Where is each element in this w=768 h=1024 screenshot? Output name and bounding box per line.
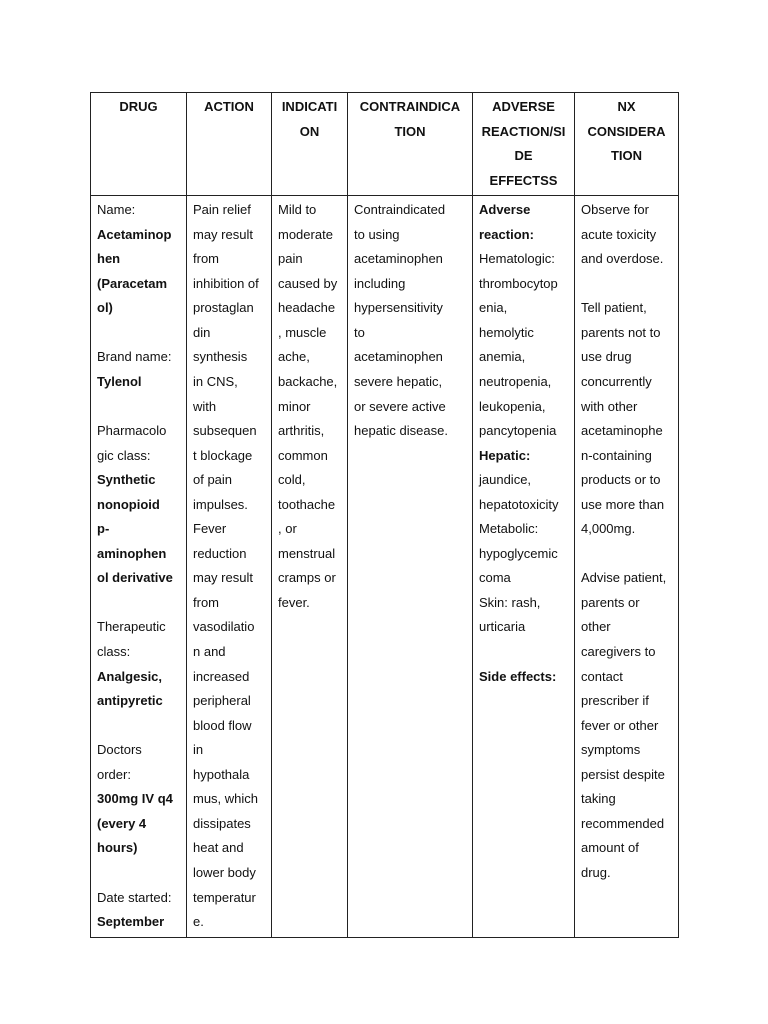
header-line: TION: [610, 148, 643, 164]
table-header-row: [91, 93, 679, 196]
cell-line: 4,000mg.: [581, 521, 636, 537]
cell-line: Hepatic:: [479, 447, 531, 463]
cell-line: Date started:: [97, 889, 172, 905]
header-line: CONTRAINDICA: [359, 99, 461, 114]
cell-line: caregivers to: [581, 644, 656, 660]
cell-line: drug.: [581, 864, 611, 880]
cell-line: Doctors: [97, 742, 142, 758]
cell-line: to using: [354, 226, 400, 242]
cell-line: 300mg IV q4: [97, 791, 173, 807]
cell-line: Acetaminop: [97, 226, 172, 242]
header-line: TION: [394, 123, 426, 139]
cell-line: p-: [97, 521, 110, 537]
cell-line: hours): [97, 840, 138, 856]
cell-line: Analgesic,: [97, 668, 163, 684]
blank-line: [581, 542, 678, 567]
cell-line: Hematologic:: [479, 251, 555, 267]
blank-line: [97, 861, 186, 886]
cell-line: symptoms: [581, 742, 641, 758]
cell-indication: [272, 196, 348, 937]
cell-line: Therapeutic: [97, 619, 166, 635]
cell-line: contact: [581, 668, 623, 684]
cell-line: enia,: [479, 300, 508, 316]
cell-line: peripheral: [193, 693, 251, 709]
cell-line: vasodilatio: [193, 619, 255, 635]
blank-line: [97, 321, 186, 346]
cell-line: (every 4: [97, 815, 147, 831]
cell-line: coma: [479, 570, 511, 586]
cell-line: impulses.: [193, 496, 248, 512]
cell-line: to: [354, 324, 365, 340]
cell-line: backache,: [278, 374, 338, 390]
cell-line: gic class:: [97, 447, 151, 463]
cell-line: other: [581, 619, 611, 635]
cell-line: aminophen: [97, 545, 167, 561]
cell-line: order:: [97, 766, 131, 782]
cell-line: acetaminophen: [354, 349, 443, 365]
cell-line: September: [97, 914, 165, 930]
cell-line: Name:: [97, 202, 136, 218]
blank-line: [479, 640, 574, 665]
cell-line: lower body: [193, 864, 256, 880]
cell-line: urticaria: [479, 619, 526, 635]
header-line: NX: [617, 99, 636, 114]
cell-line: hen: [97, 251, 121, 267]
cell-line: common: [278, 447, 328, 463]
cell-line: Adverse: [479, 202, 531, 218]
cell-line: blood flow: [193, 717, 252, 733]
cell-line: products or to: [581, 472, 661, 488]
cell-line: reduction: [193, 545, 247, 561]
cell-line: recommended: [581, 815, 665, 831]
cell-line: hepatotoxicity: [479, 496, 559, 512]
cell-line: increased: [193, 668, 250, 684]
cell-line: Tell patient,: [581, 300, 647, 316]
cell-contraindication: [348, 196, 473, 937]
cell-line: , muscle: [278, 324, 327, 340]
cell-line: with: [193, 398, 217, 414]
cell-line: hypothala: [193, 766, 250, 782]
cell-line: parents or: [581, 594, 640, 610]
cell-line: jaundice,: [479, 472, 532, 488]
cell-line: may result: [193, 570, 253, 586]
cell-line: prescriber if: [581, 693, 649, 709]
cell-line: leukopenia,: [479, 398, 546, 414]
cell-line: and overdose.: [581, 251, 664, 267]
cell-line: inhibition of: [193, 275, 259, 291]
header-action: [187, 93, 272, 196]
cell-line: from: [193, 594, 219, 610]
cell-line: Pharmacolo: [97, 423, 167, 439]
cell-line: subsequen: [193, 423, 257, 439]
cell-line: use drug: [581, 349, 632, 365]
cell-line: Skin: rash,: [479, 594, 541, 610]
cell-line: from: [193, 251, 219, 267]
drug-study-table: [90, 92, 679, 938]
cell-line: in CNS,: [193, 374, 238, 390]
cell-line: t blockage: [193, 447, 253, 463]
cell-line: in: [193, 742, 204, 758]
header-line: INDICATI: [281, 99, 338, 114]
cell-line: moderate: [278, 226, 333, 242]
blank-line: [97, 395, 186, 420]
cell-line: e.: [193, 914, 204, 930]
cell-line: acetaminophe: [581, 423, 663, 439]
cell-line: Synthetic: [97, 472, 156, 488]
cell-line: fever or other: [581, 717, 659, 733]
cell-line: ol derivative: [97, 570, 173, 586]
cell-line: hemolytic: [479, 324, 534, 340]
header-line: DRUG: [119, 99, 158, 114]
cell-line: including: [354, 275, 406, 291]
cell-drug: [91, 196, 187, 937]
cell-line: concurrently: [581, 374, 652, 390]
cell-line: or severe active: [354, 398, 446, 414]
header-line: EFFECTSS: [489, 172, 558, 188]
cell-line: Side effects:: [479, 668, 557, 684]
cell-line: class:: [97, 644, 131, 660]
cell-line: hepatic disease.: [354, 423, 448, 439]
cell-adverse-reaction: [473, 196, 575, 937]
header-line: ON: [299, 123, 320, 139]
cell-line: taking: [581, 791, 616, 807]
cell-line: neutropenia,: [479, 374, 552, 390]
cell-line: pancytopenia: [479, 423, 557, 439]
cell-line: minor: [278, 398, 311, 414]
cell-line: din: [193, 324, 211, 340]
header-contraindication: [348, 93, 473, 196]
cell-line: cold,: [278, 472, 306, 488]
cell-line: persist despite: [581, 766, 665, 782]
cell-line: Observe for: [581, 202, 649, 218]
cell-line: temperatur: [193, 889, 256, 905]
cell-line: , or: [278, 521, 297, 537]
cell-line: Advise patient,: [581, 570, 667, 586]
header-drug: [91, 93, 187, 196]
cell-line: dissipates: [193, 815, 251, 831]
blank-line: [97, 714, 186, 739]
cell-line: may result: [193, 226, 253, 242]
cell-line: Pain relief: [193, 202, 251, 218]
header-line: ADVERSE: [492, 99, 555, 114]
header-line: REACTION/SI: [481, 123, 566, 139]
cell-line: toothache: [278, 496, 336, 512]
cell-line: synthesis: [193, 349, 248, 365]
cell-line: headache: [278, 300, 336, 316]
cell-line: menstrual: [278, 545, 336, 561]
table-row: [91, 196, 679, 937]
cell-line: severe hepatic,: [354, 374, 443, 390]
cell-line: nonopioid: [97, 496, 160, 512]
cell-line: reaction:: [479, 226, 534, 242]
cell-line: Metabolic:: [479, 521, 539, 537]
cell-line: hypoglycemic: [479, 545, 558, 561]
cell-line: acetaminophen: [354, 251, 443, 267]
cell-line: use more than: [581, 496, 665, 512]
header-line: DE: [514, 148, 533, 164]
cell-line: Contraindicated: [354, 202, 446, 218]
cell-line: hypersensitivity: [354, 300, 443, 316]
header-adverse-reaction: [473, 93, 575, 196]
cell-line: amount of: [581, 840, 639, 856]
cell-line: Tylenol: [97, 374, 142, 390]
header-line: ACTION: [204, 99, 254, 114]
header-line: CONSIDERA: [587, 123, 666, 139]
cell-nursing-consideration: [575, 196, 679, 937]
cell-line: Fever: [193, 521, 227, 537]
cell-line: (Paracetam: [97, 275, 168, 291]
cell-line: Brand name:: [97, 349, 172, 365]
cell-line: cramps or: [278, 570, 336, 586]
header-indication: [272, 93, 348, 196]
cell-line: n-containing: [581, 447, 652, 463]
cell-action: [187, 196, 272, 937]
cell-line: anemia,: [479, 349, 526, 365]
cell-line: prostaglan: [193, 300, 254, 316]
cell-line: antipyretic: [97, 693, 163, 709]
cell-line: of pain: [193, 472, 233, 488]
header-nursing-consideration: [575, 93, 679, 196]
cell-line: heat and: [193, 840, 244, 856]
cell-line: thrombocytop: [479, 275, 558, 291]
blank-line: [97, 591, 186, 616]
cell-line: arthritis,: [278, 423, 325, 439]
cell-line: acute toxicity: [581, 226, 657, 242]
cell-line: mus, which: [193, 791, 259, 807]
cell-line: with other: [581, 398, 638, 414]
blank-line: [581, 272, 678, 297]
cell-line: caused by: [278, 275, 338, 291]
cell-line: ol): [97, 300, 113, 316]
cell-line: parents not to: [581, 324, 661, 340]
cell-line: fever.: [278, 594, 310, 610]
cell-line: ache,: [278, 349, 310, 365]
cell-line: Mild to: [278, 202, 317, 218]
cell-line: pain: [278, 251, 303, 267]
cell-line: n and: [193, 644, 226, 660]
